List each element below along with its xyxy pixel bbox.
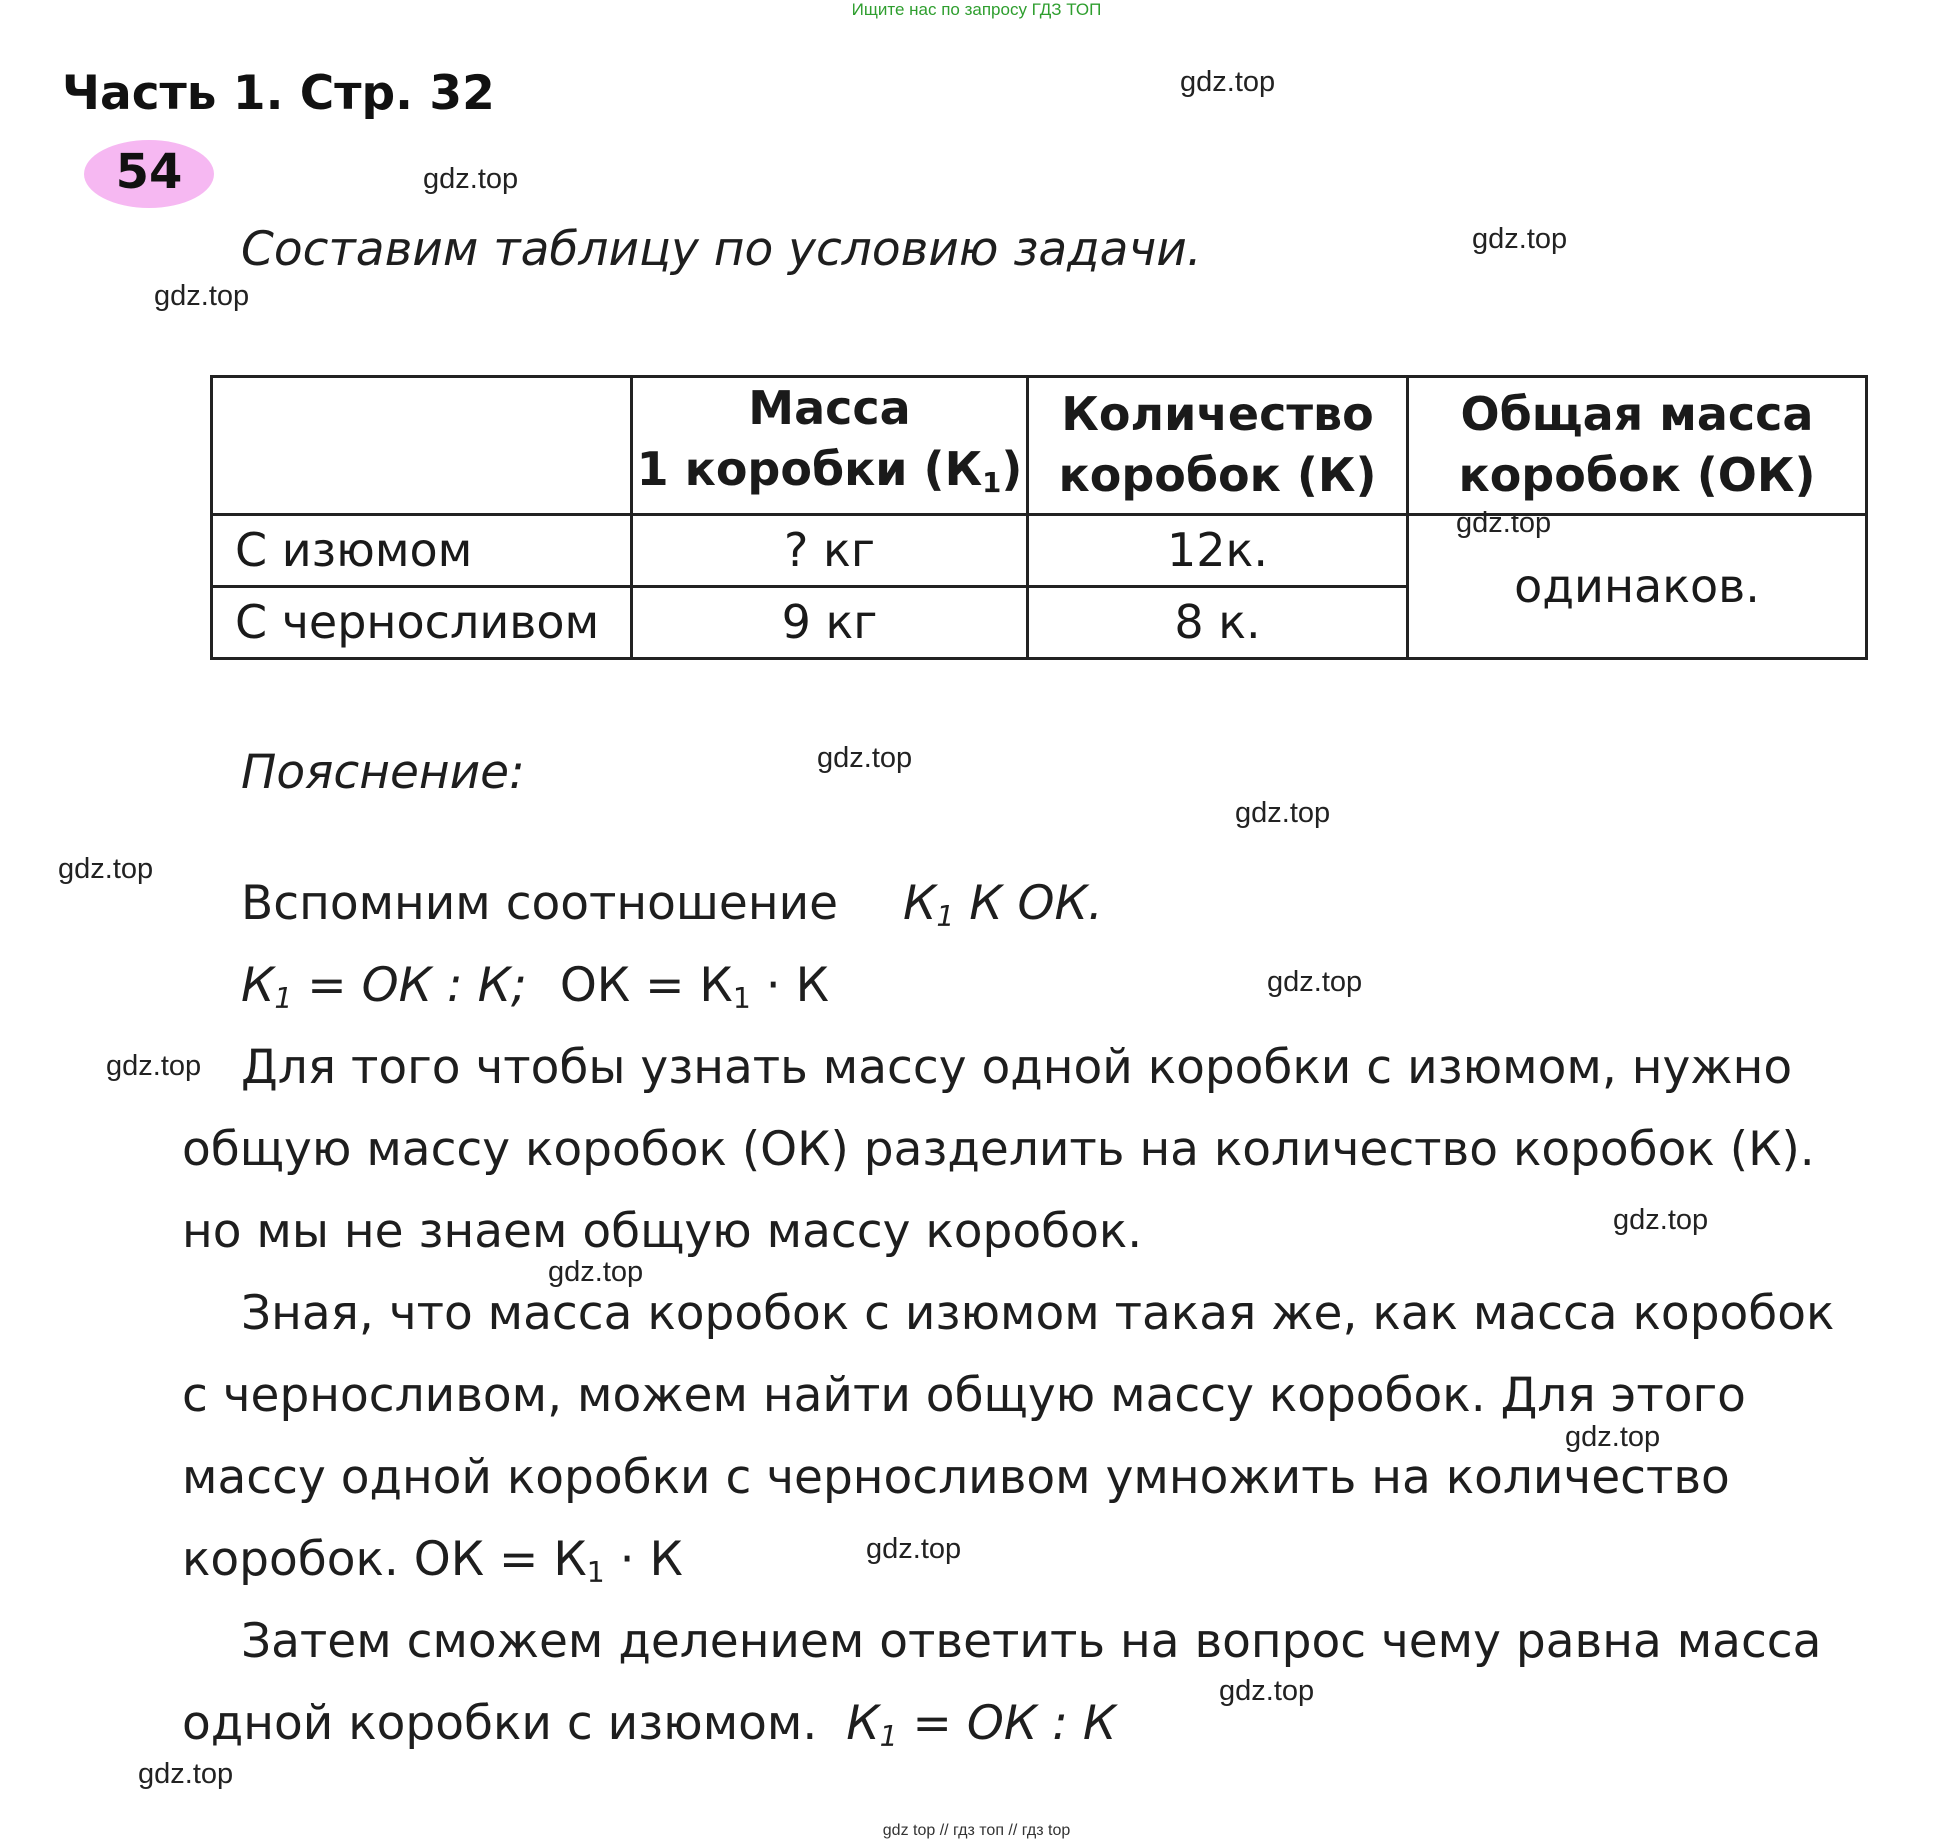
para3-line2: одной коробки с изюмом. $К_1$ = ОК : К [182, 1696, 1117, 1754]
table-row [212, 514, 1867, 586]
intro-text: Составим таблицу по условию задачи. [241, 222, 1202, 277]
top-banner: Ищите нас по запросу ГДЗ ТОП [851, 0, 1102, 19]
cell-count-raisins: 12к. [1028, 514, 1408, 586]
para1-line2: общую массу коробок (ОК) разделить на количество коробок (К). [182, 1122, 1815, 1177]
formula-line [241, 958, 829, 1015]
header-count-line1: Количество [1061, 387, 1374, 442]
watermark: gdz.top [423, 163, 519, 195]
header-cell-mass [632, 377, 1028, 515]
cell-mass-raisins: ? кг [632, 514, 1028, 586]
para3-formula: $К_1$ = ОК : К [846, 1696, 1117, 1754]
header-total-line2: коробок (ОК) [1458, 448, 1816, 503]
para1-line3: но мы не знаем общую массу коробок. [182, 1204, 1143, 1259]
row-label-prunes: С черносливом [212, 586, 632, 658]
para3-line1: Затем сможем делением ответить на вопрос чему равна масса [241, 1614, 1822, 1669]
formula-ok: ОК = $К_1 \cdot К$ [559, 958, 829, 1016]
watermark: gdz.top [1180, 66, 1276, 98]
watermark: gdz.top [1267, 966, 1363, 998]
header-count-line2: коробок (К) [1058, 448, 1377, 503]
header-mass-sub: 1 [982, 465, 1002, 499]
watermark: gdz.top [1472, 223, 1568, 255]
task-number: 54 [115, 144, 183, 200]
header-mass-line1: Масса [748, 381, 911, 435]
watermark: gdz.top [817, 742, 913, 774]
watermark: gdz.top [138, 1758, 234, 1790]
data-table [210, 375, 1868, 660]
relation-line [241, 876, 1103, 933]
table-header-row [212, 377, 1867, 515]
para2-line2: с черносливом, можем найти общую массу коробок. Для этого [182, 1368, 1746, 1423]
watermark: gdz.top [154, 280, 250, 312]
para2-line4: коробок. ОК = $К_1 \cdot К$ [182, 1532, 683, 1590]
watermark: gdz.top [1565, 1421, 1661, 1453]
explanation-title: Пояснение: [241, 745, 525, 800]
watermark: gdz.top [548, 1256, 644, 1288]
watermark: gdz.top [1613, 1204, 1709, 1236]
para1-line1: Для того чтобы узнать массу одной коробки с изюмом, нужно [241, 1040, 1793, 1095]
row-label-raisins: С изюмом [212, 514, 632, 586]
watermark: gdz.top [106, 1050, 202, 1082]
para2-line1: Зная, что масса коробок с изюмом такая же, как масса коробок [241, 1286, 1835, 1341]
header-cell-total [1408, 377, 1867, 515]
page-title: Часть 1. Стр. 32 [62, 66, 495, 121]
header-total-line1: Общая масса [1460, 387, 1814, 442]
header-cell-count [1028, 377, 1408, 515]
formula-k1: $К_1$ = ОК : К; [241, 958, 527, 1016]
header-cell-empty [212, 377, 632, 515]
relation-rest: К ОК. [954, 876, 1103, 931]
header-mass-tail: ) [1001, 442, 1023, 496]
cell-total-merged: одинаков. [1408, 514, 1867, 658]
watermark: gdz.top [1456, 507, 1552, 539]
watermark: gdz.top [1219, 1675, 1315, 1707]
watermark: gdz.top [1235, 797, 1331, 829]
watermark: gdz.top [866, 1533, 962, 1565]
relation-k1: $К_1$ [902, 876, 955, 934]
para2-line3: массу одной коробки с черносливом умножить на количество [182, 1450, 1730, 1505]
header-mass-line2: 1 коробки (К [636, 442, 983, 496]
relation-text: Вспомним соотношение [241, 876, 839, 931]
cell-mass-prunes: 9 кг [632, 586, 1028, 658]
cell-count-prunes: 8 к. [1028, 586, 1408, 658]
watermark: gdz.top [58, 853, 154, 885]
footer-watermark: gdz top // гдз топ // гдз top [882, 1822, 1071, 1839]
